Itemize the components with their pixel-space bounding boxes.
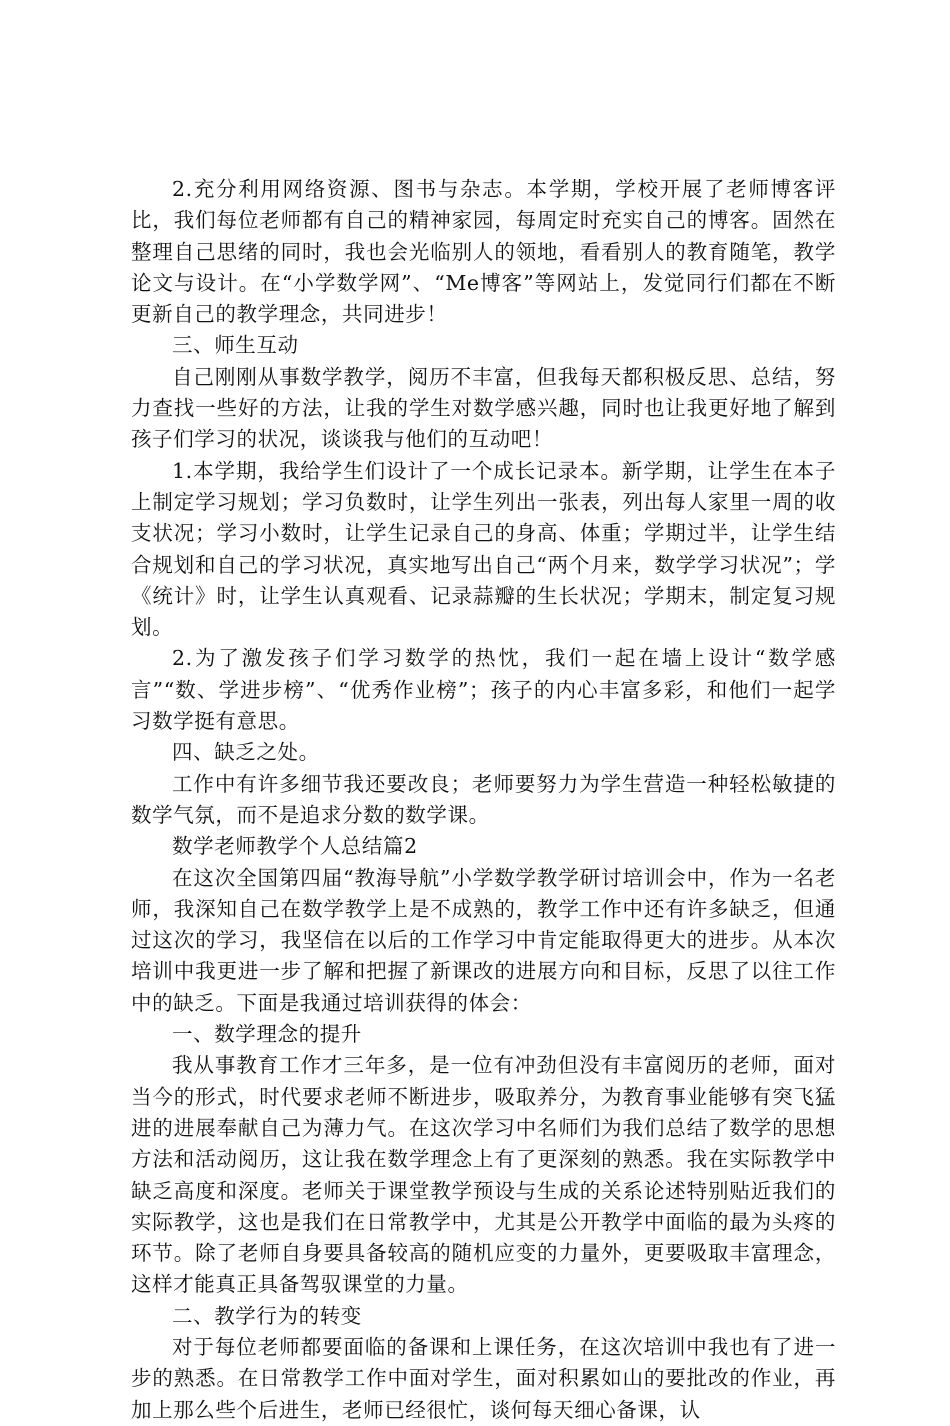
paragraph-online-resources: 2.充分利用网络资源、图书与杂志。本学期，学校开展了老师博客评比，我们每位老师都有自己的精神家园，每周定时充实自己的博客。固然在整理自己思绪的同时，我也会光临别人的领地，看看别人的教育随笔，教学论文与设计。在“小学数学网”、“Me博客”等网站上，发觉同行们都在不断更新自己的教学理念，共同进步！ <box>131 177 836 327</box>
article-title-part-2: 数学老师教学个人总结篇2 <box>172 834 418 859</box>
section-heading-shortcomings: 四、缺乏之处。 <box>172 740 320 765</box>
section-heading-teaching-behavior: 二、教学行为的转变 <box>172 1303 362 1328</box>
paragraph-teaching-behavior: 对于每位老师都要面临的备课和上课任务，在这次培训中我也有了进一步的熟悉。在日常教学工作中面对学生，面对积累如山的要批改的作业，再加上那么些个后进生，老师已经很忙，谈何每天细心备课，认 <box>131 1334 836 1422</box>
paragraph-shortcomings: 工作中有许多细节我还要改良；老师要努力为学生营造一种轻松敏捷的数学气氛，而不是追求分数的数学课。 <box>131 771 836 827</box>
paragraph-wall-design: 2.为了激发孩子们学习数学的热忱，我们一起在墙上设计“数学感言”“数、学进步榜”、“优秀作业榜”；孩子的内心丰富多彩，和他们一起学习数学挺有意思。 <box>131 646 836 734</box>
paragraph-interaction-intro: 自己刚刚从事数学教学，阅历不丰富，但我每天都积极反思、总结，努力查找一些好的方法，让我的学生对数学感兴趣，同时也让我更好地了解到孩子们学习的状况，谈谈我与他们的互动吧！ <box>131 364 836 452</box>
section-heading-teacher-student-interaction: 三、师生互动 <box>172 333 299 358</box>
paragraph-math-concept: 我从事教育工作才三年多，是一位有冲劲但没有丰富阅历的老师，面对当今的形式，时代要求老师不断进步，吸取养分，为教育事业能够有突飞猛进的进展奉献自己为薄力气。在这次学习中名师们为我们总结了数学的思想方法和活动阅历，这让我在数学理念上有了更深刻的熟悉。我在实际教学中缺乏高度和深度。老师关于课堂教学预设与生成的关系论述特别贴近我们的实际教学，这也是我们在日常教学中，尤其是公开教学中面临的最为头疼的环节。除了老师自身要具备较高的随机应变的力量外，更要吸取丰富理念，这样才能真正具备驾驭课堂的力量。 <box>131 1053 836 1297</box>
section-heading-math-concept: 一、数学理念的提升 <box>172 1022 362 1047</box>
paragraph-growth-record: 1.本学期，我给学生们设计了一个成长记录本。新学期，让学生在本子上制定学习规划；学习负数时，让学生列出一张表，列出每人家里一周的收支状况；学习小数时，让学生记录自己的身高、体重；学期过半，让学生结合规划和自己的学习状况，真实地写出自己“两个月来，数学学习状况”；学《统计》时，让学生认真观看、记录蒜瓣的生长状况；学期末，制定复习规划。 <box>131 458 836 640</box>
paragraph-training-intro: 在这次全国第四届“教海导航”小学数学教学研讨培训会中，作为一名老师，我深知自己在数学教学上是不成熟的，教学工作中还有许多缺乏，但通过这次的学习，我坚信在以后的工作学习中肯定能取得更大的进步。从本次培训中我更进一步了解和把握了新课改的进展方向和目标，反思了以往工作中的缺乏。下面是我通过培训获得的体会： <box>131 865 836 1015</box>
document-body <box>131 174 836 1426</box>
